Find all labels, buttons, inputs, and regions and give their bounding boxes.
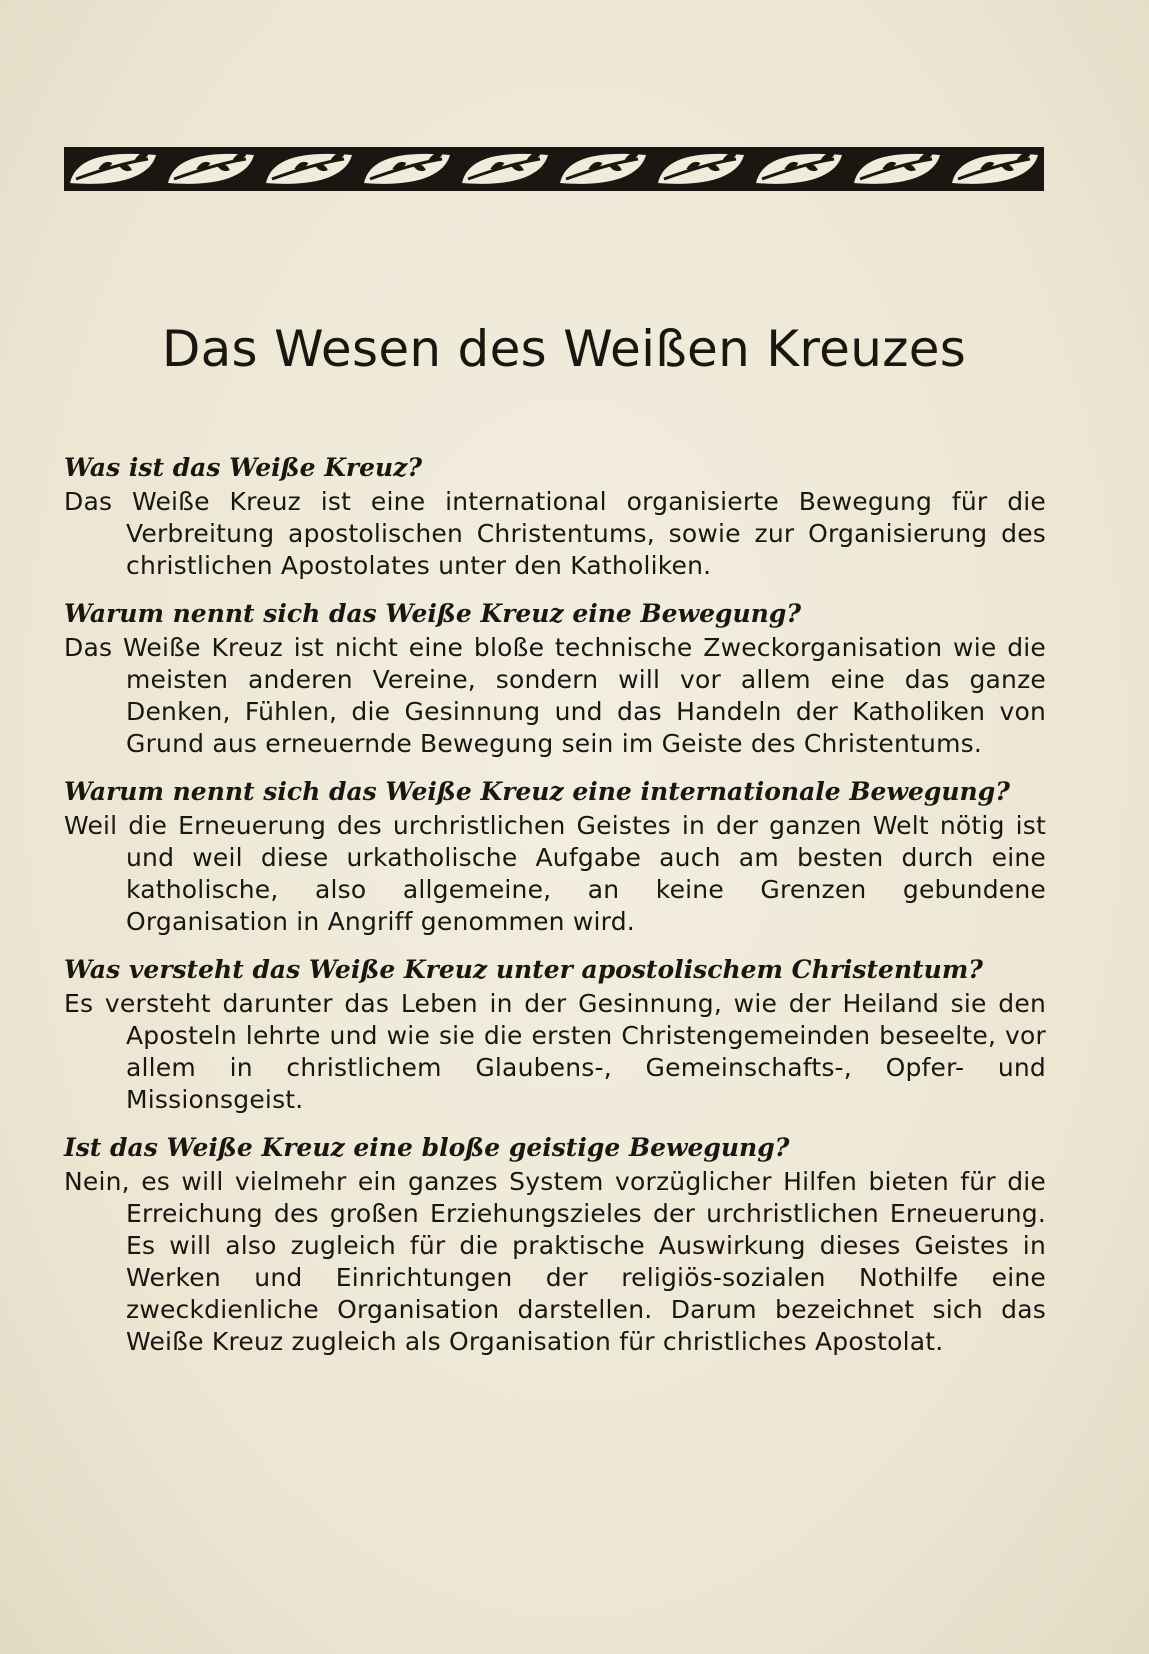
leaf-border-ornament-icon <box>64 147 1044 191</box>
qa-item <box>64 598 1046 760</box>
page-title: Das Wesen des Weißen Kreuzes <box>161 320 967 378</box>
qa-item <box>64 1132 1046 1358</box>
answer: Das Weiße Kreuz ist nicht eine bloße technische Zweckorganisation wie die meisten anderen Vereine, sondern will vor allem eine das ganze Denken, Fühlen, die Gesinnung und das Handeln der Katholiken von Grund aus erneuernde Bewegung sein im Geiste des Christentums. <box>64 633 1046 758</box>
answer: Es versteht darunter das Leben in der Gesinnung, wie der Heiland sie den Aposteln lehrte und wie sie die ersten Christengemeinden beseelte, vor allem in christlichem Glaubens-, Gemeinschafts-, Opfer- und Missionsgeist. <box>64 989 1046 1114</box>
question: Warum nennt sich das Weiße Kreuz eine Bewegung? <box>64 599 801 628</box>
answer: Das Weiße Kreuz ist eine international organisierte Bewegung für die Verbreitung apostolischen Christentums, sowie zur Organisierung des christlichen Apostolates unter den Katholiken. <box>64 487 1046 580</box>
question: Was ist das Weiße Kreuz? <box>64 453 423 482</box>
qa-item <box>64 954 1046 1116</box>
qa-item <box>64 452 1046 582</box>
qa-item <box>64 776 1046 938</box>
answer: Weil die Erneuerung des urchristlichen Geistes in der ganzen Welt nötig ist und weil diese urkatholische Aufgabe auch am besten durch eine katholische, also allgemeine, an keine Grenzen gebundene Organisation in Angriff genommen wird. <box>64 811 1046 936</box>
question: Ist das Weiße Kreuz eine bloße geistige Bewegung? <box>64 1133 790 1162</box>
qa-list <box>64 452 1046 1374</box>
question: Was versteht das Weiße Kreuz unter apostolischem Christentum? <box>64 955 983 984</box>
question: Warum nennt sich das Weiße Kreuz eine internationale Bewegung? <box>64 777 1010 806</box>
answer: Nein, es will vielmehr ein ganzes System vorzüglicher Hilfen bieten für die Erreichung des großen Erziehungszieles der urchristlichen Erneuerung. Es will also zugleich für die praktische Auswirkung dieses Geistes in Werken und Einrichtungen der religiös-sozialen Nothilfe eine zweckdienliche Organisation darstellen. Darum bezeichnet sich das Weiße Kreuz zugleich als Organisation für christliches Apostolat. <box>64 1167 1046 1356</box>
